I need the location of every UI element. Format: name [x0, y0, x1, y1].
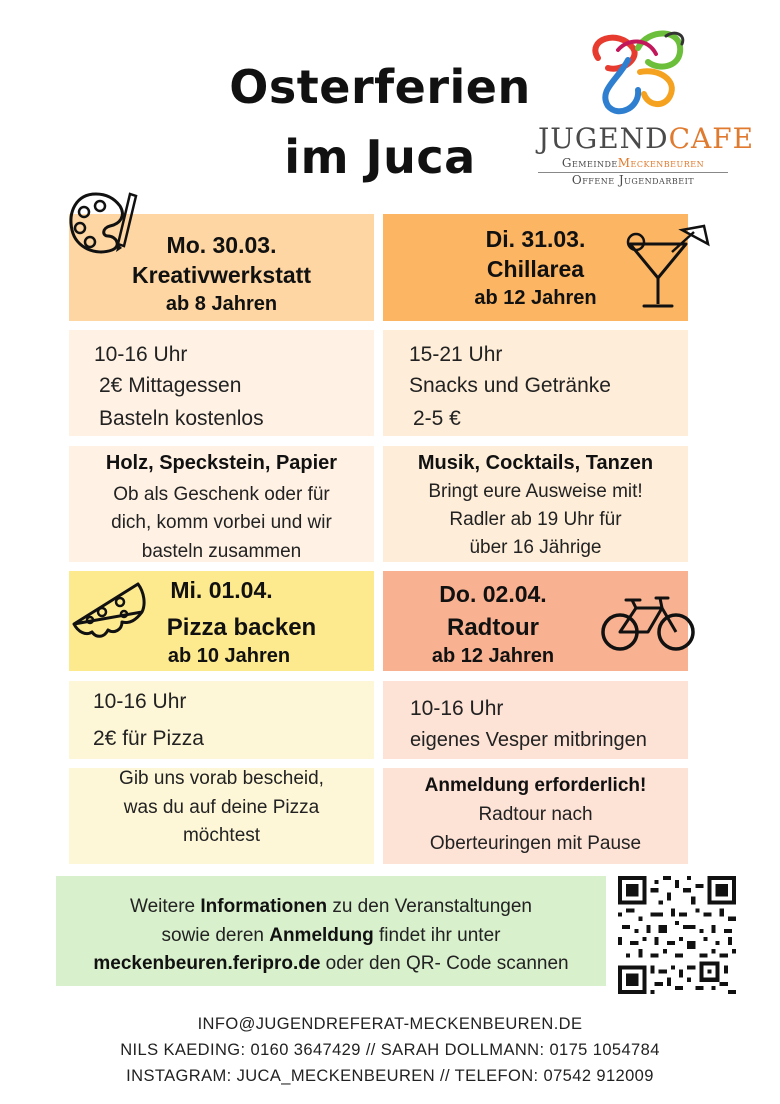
event-info-tuesday: [383, 330, 688, 436]
event-desc-thursday: [383, 768, 688, 864]
desc-line: Bringt eure Ausweise mit!: [428, 481, 643, 502]
event-info-monday: [69, 330, 374, 436]
info-box: [56, 876, 606, 986]
info-line: 2€ Mittagessen: [99, 374, 242, 397]
event-age: ab 12 Jahren: [431, 645, 555, 667]
footer-contacts: NILS KAEDING: 0160 3647429 // SARAH DOLLMANN: 0175 1054784: [120, 1041, 660, 1059]
desc-line: basteln zusammen: [141, 541, 302, 562]
logo-line1-a: Gemeinde: [561, 156, 618, 170]
desc-line: dich, komm vorbei und wir: [111, 512, 332, 533]
desc-line: Radler ab 19 Uhr für: [449, 509, 622, 530]
event-name: Pizza backen: [166, 614, 317, 641]
logo-line1-b: Meckenbeuren: [617, 156, 705, 170]
event-date: Do. 02.04.: [439, 581, 547, 607]
info-text-line3: [56, 953, 606, 975]
info-text-line2: [56, 925, 606, 947]
desc-line: Radtour nach: [478, 804, 593, 825]
event-name: Radtour: [447, 614, 539, 641]
event-name: Kreativwerkstatt: [132, 262, 311, 288]
jugendcafe-logo-icon: [578, 20, 698, 120]
event-desc-monday: [69, 446, 374, 562]
info-bold: Informationen: [200, 896, 328, 917]
event-highlight: Holz, Speckstein, Papier: [105, 452, 338, 474]
logo-subtitle-1: [538, 156, 728, 173]
event-highlight: Musik, Cocktails, Tanzen: [417, 452, 654, 474]
info-text: zu den Veranstaltungen: [327, 896, 532, 917]
desc-line: Oberteuringen mit Pause: [429, 833, 642, 854]
event-date: Di. 31.03.: [485, 226, 586, 252]
footer-social: INSTAGRAM: JUCA_MECKENBEUREN // TELEFON: 07542 912009: [126, 1067, 654, 1085]
info-text: sowie deren: [161, 925, 270, 946]
cocktail-icon: [622, 222, 714, 314]
info-line: Snacks und Getränke: [409, 374, 611, 397]
registration-link[interactable]: meckenbeuren.feripro.de: [93, 953, 321, 974]
logo-subtitle-2: Offene Jugendarbeit: [571, 173, 695, 187]
pizza-icon: [68, 576, 150, 644]
event-age: ab 12 Jahren: [474, 287, 597, 309]
event-info-thursday: [383, 681, 688, 759]
info-line: eigenes Vesper mitbringen: [410, 729, 647, 751]
info-text: Weitere: [129, 896, 201, 917]
event-date: Mi. 01.04.: [170, 577, 273, 603]
info-line: 15-21 Uhr: [409, 343, 503, 366]
desc-line: Gib uns vorab bescheid,: [119, 768, 324, 789]
event-name: Chillarea: [486, 256, 585, 282]
desc-line: Ob als Geschenk oder für: [113, 484, 330, 505]
info-line: 10-16 Uhr: [410, 697, 504, 720]
event-age: ab 10 Jahren: [167, 645, 291, 667]
desc-line: möchtest: [182, 825, 261, 846]
footer-email[interactable]: INFO@JUGENDREFERAT-MECKENBEUREN.DE: [197, 1015, 583, 1033]
event-highlight: Anmeldung erforderlich!: [424, 775, 647, 796]
qr-code-icon[interactable]: [618, 876, 736, 994]
desc-line: was du auf deine Pizza: [123, 797, 320, 818]
event-desc-wednesday: [69, 768, 374, 864]
bicycle-icon: [600, 594, 696, 652]
event-age: ab 8 Jahren: [165, 293, 278, 315]
info-bold: Anmeldung: [269, 925, 374, 946]
page-title-line2: im Juca: [284, 130, 476, 184]
info-line: Basteln kostenlos: [99, 407, 264, 430]
page-title-line1: Osterferien: [229, 60, 531, 114]
info-text-line1: [56, 896, 606, 918]
logo-word-a: JUGEND: [538, 122, 669, 155]
info-line: 2€ für Pizza: [93, 727, 204, 750]
event-desc-tuesday: [383, 446, 688, 562]
palette-icon: [66, 186, 140, 258]
info-line: 10-16 Uhr: [93, 690, 187, 713]
info-text: oder den QR- Code scannen: [320, 953, 569, 974]
logo-word-b: CAFE: [668, 122, 755, 155]
event-info-wednesday: [69, 681, 374, 759]
desc-line: über 16 Jährige: [469, 537, 602, 558]
event-date: Mo. 30.03.: [166, 232, 277, 258]
logo-wordmark: [538, 122, 755, 155]
info-line: 2-5 €: [413, 407, 461, 430]
info-line: 10-16 Uhr: [94, 343, 188, 366]
info-text: findet ihr unter: [373, 925, 501, 946]
